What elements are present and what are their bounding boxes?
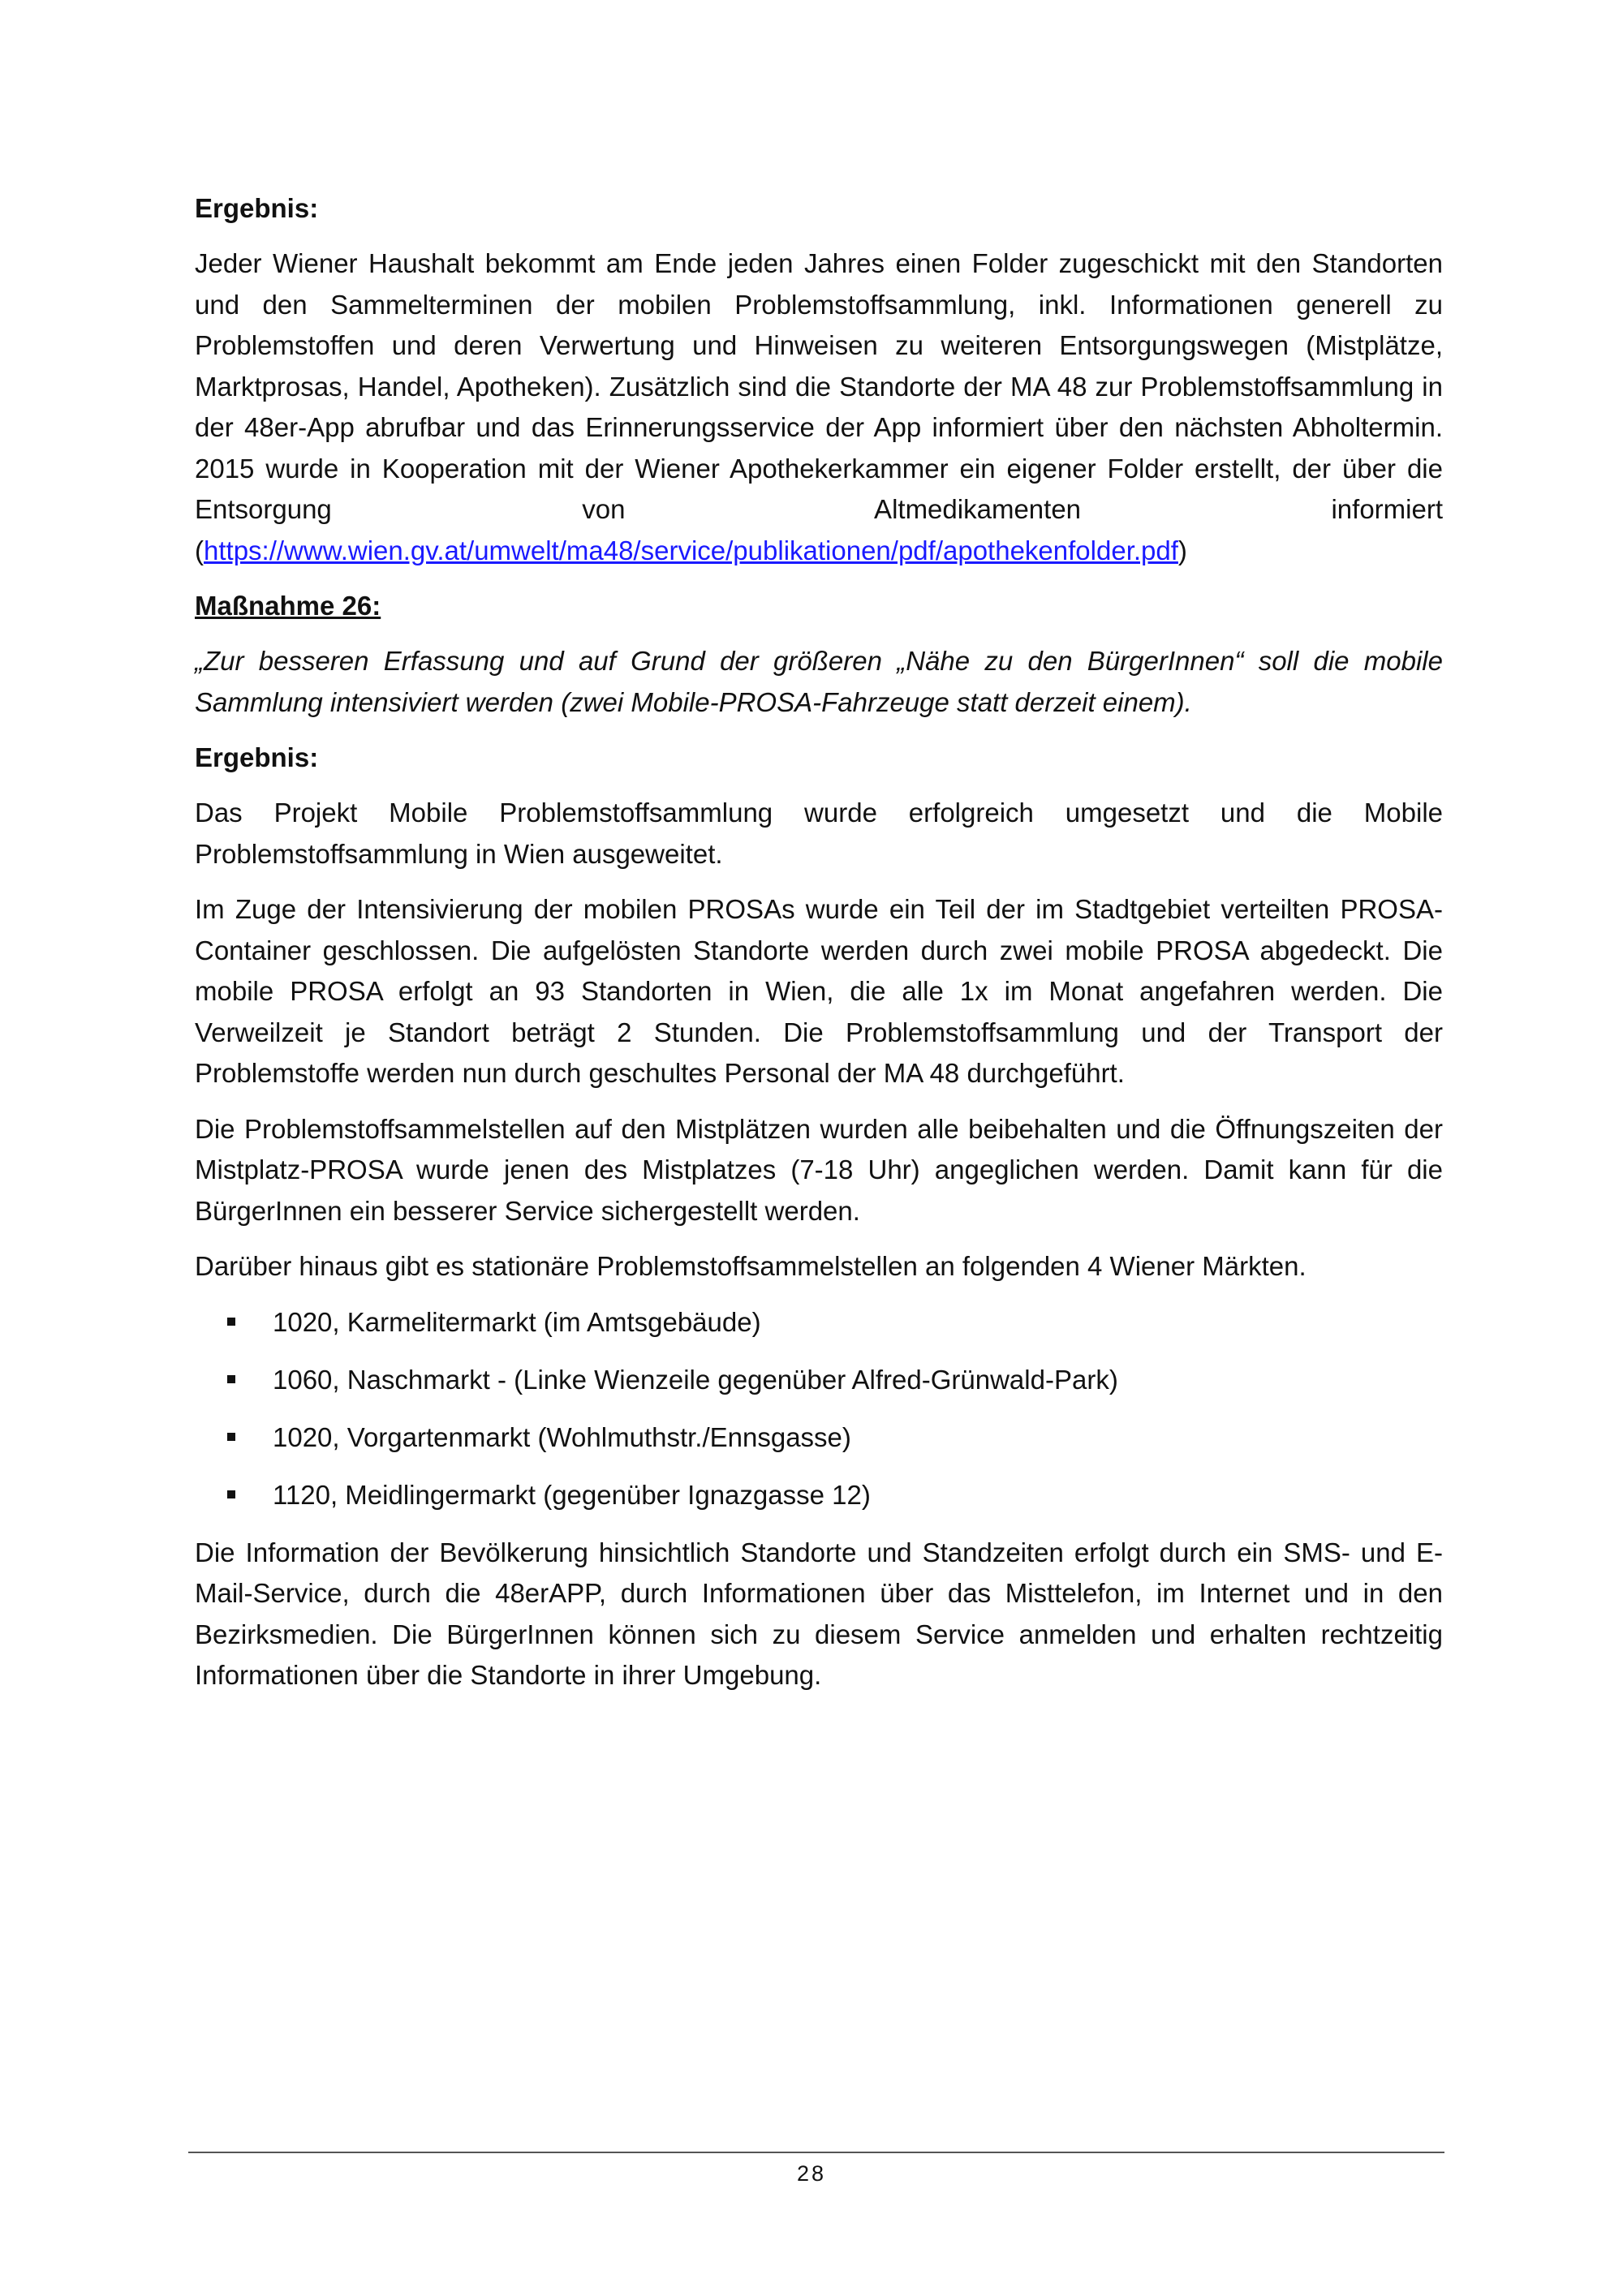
list-item [195,1360,1443,1400]
list-item-text: 1020, Karmelitermarkt (im Amtsgebäude) [273,1306,761,1337]
paragraph-mistplaetze: Die Problemstoffsammelstellen auf den Mistplätzen wurden alle beibehalten und die Öffnungszeiten der Mistplatz-PROSA wurde jenen des Mistplatzes (7-18 Uhr) angeglichen werden. Damit kann für die BürgerInnen ein besserer Service sichergestellt werden. [195,1113,1443,1226]
paragraph-text-end: ) [1177,535,1187,565]
section-heading-ergebnis: Ergebnis: [195,193,319,223]
list-item-text: 1120, Meidlingermarkt (gegenüber Ignazgasse 12) [273,1479,871,1510]
page-number: 28 [796,2161,827,2186]
list-item-text: 1060, Naschmarkt - (Linke Wienzeile gegenüber Alfred-Grünwald-Park) [273,1364,1118,1395]
footer-divider [188,2152,1444,2153]
markets-list [195,1302,1443,1516]
paragraph-information: Die Information der Bevölkerung hinsichtlich Standorte und Standzeiten erfolgt durch ein SMS- und E-Mail-Service, durch die 48erAPP, durch Informationen über das Misttelefon, im Internet und in den Bezirksmedien. Die BürgerInnen können sich zu diesem Service anmelden und erhalten rechtzeitig Informationen über die Standorte in ihrer Umgebung. [195,1537,1443,1690]
apothekenfolder-link[interactable]: https://www.wien.gv.at/umwelt/ma48/service/publikationen/pdf/apothekenfolder.pdf [204,535,1178,565]
list-item [195,1302,1443,1343]
paragraph-folder-info [195,243,1443,571]
paragraph-intensivierung: Im Zuge der Intensivierung der mobilen PROSAs wurde ein Teil der im Stadtgebiet verteilten PROSA-Container geschlossen. Die aufgelösten Standorte werden durch zwei mobile PROSA abgedeckt. Die mobile PROSA erfolgt an 93 Standorten in Wien, die alle 1x im Monat angefahren werden. Die Verweilzeit je Standort beträgt 2 Stunden. Die Problemstoffsammlung und der Transport der Problemstoffe werden nun durch geschultes Personal der MA 48 durchgeführt. [195,894,1443,1088]
square-bullet-icon [227,1490,235,1498]
section-heading-massnahme: Maßnahme 26: [195,591,381,621]
section-heading-ergebnis-2: Ergebnis: [195,742,319,772]
list-item-text: 1020, Vorgartenmarkt (Wohlmuthstr./Ennsgasse) [273,1421,851,1452]
paragraph-maerkte-intro: Darüber hinaus gibt es stationäre Problemstoffsammelstellen an folgenden 4 Wiener Märkten. [195,1251,1307,1281]
page-content [195,188,1443,1711]
massnahme-quote: „Zur besseren Erfassung und auf Grund der größeren „Nähe zu den BürgerInnen“ soll die mobile Sammlung intensiviert werden (zwei Mobile-PROSA-Fahrzeuge statt derzeit einem). [195,646,1443,717]
list-item [195,1475,1443,1516]
square-bullet-icon [227,1318,235,1326]
paragraph-text: Jeder Wiener Haushalt bekommt am Ende jeden Jahres einen Folder zugeschickt mit den Standorten und den Sammelterminen der mobilen Problemstoffsammlung, inkl. Informationen generell zu Problemstoffen und deren Verwertung und Hinweisen zu weiteren Entsorgungswegen (Mistplätze, Marktprosas, Handel, Apotheken). Zusätzlich sind die Standorte der MA 48 zur Problemstoffsammlung in der 48er-App abrufbar und das Erinnerungsservice der App informiert über den nächsten Abholtermin. 2015 wurde in Kooperation mit der Wiener Apothekerkammer ein eigener Folder erstellt, der über die Entsorgung von Altmedikamenten informiert ( [195,248,1443,565]
paragraph-projekt: Das Projekt Mobile Problemstoffsammlung wurde erfolgreich umgesetzt und die Mobile Problemstoffsammlung in Wien ausgeweitet. [195,798,1443,869]
list-item [195,1417,1443,1458]
square-bullet-icon [227,1375,235,1383]
square-bullet-icon [227,1433,235,1441]
